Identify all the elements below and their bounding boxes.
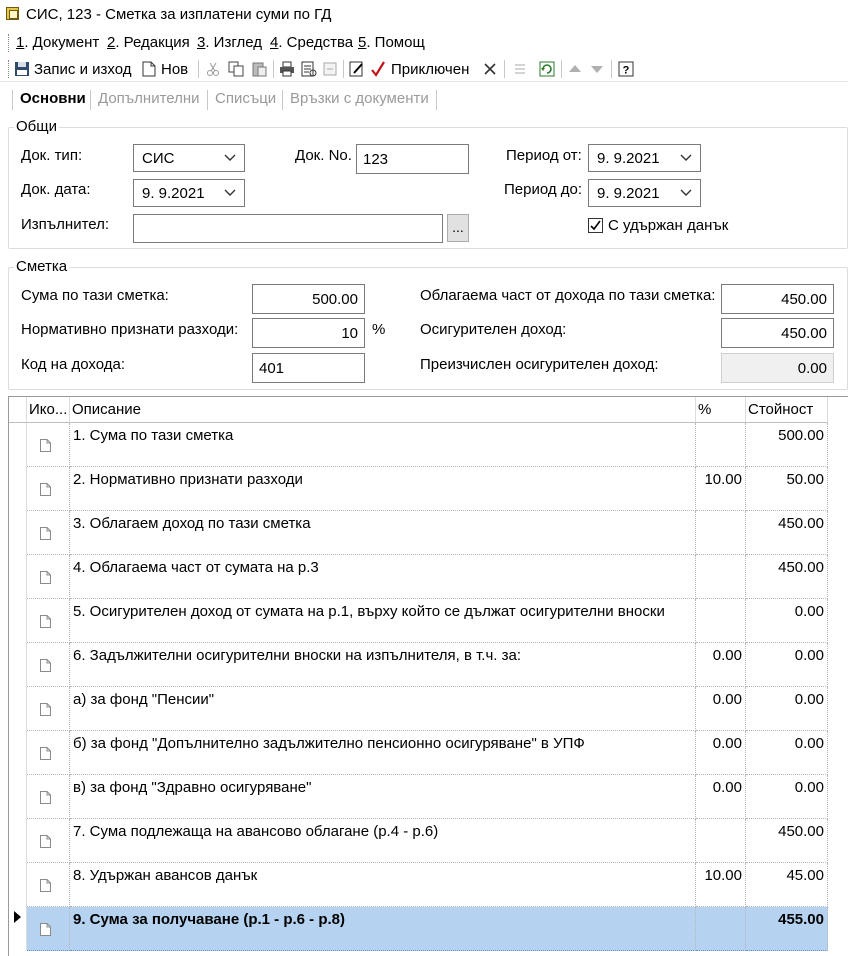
value-cell: 50.00 [746, 467, 828, 511]
period-to-label: Период до: [504, 181, 583, 198]
icon-cell [27, 555, 70, 599]
table-row[interactable] [9, 863, 848, 907]
floppy-disk-icon [14, 61, 30, 77]
value-cell: 0.00 [746, 599, 828, 643]
value-cell: 45.00 [746, 863, 828, 907]
help-icon [618, 61, 634, 77]
paste-button[interactable] [251, 58, 267, 80]
document-icon [40, 791, 51, 804]
description-cell: в) за фонд "Здравно осигуряване" [70, 775, 696, 819]
checkmark-icon [371, 61, 385, 77]
column-header-percent[interactable]: % [696, 397, 746, 423]
withheld-tax-checkbox[interactable] [588, 218, 603, 233]
close-button[interactable] [483, 58, 497, 80]
performer-label: Изпълнител: [21, 216, 110, 233]
icon-cell [27, 511, 70, 555]
period-to-date-picker[interactable]: 9. 9.2021 [588, 179, 701, 207]
document-icon [40, 439, 51, 452]
tab-separator [436, 90, 437, 110]
doc-date-label: Док. дата: [21, 181, 91, 198]
value-cell: 450.00 [746, 819, 828, 863]
menu-tools[interactable]: 4. Средства [270, 34, 354, 51]
row-indicator [9, 819, 27, 863]
value-cell: 0.00 [746, 643, 828, 687]
document-icon [40, 923, 51, 936]
column-header-description[interactable]: Описание [70, 397, 696, 423]
general-group-title: Общи [16, 118, 57, 135]
description-cell: 1. Сума по тази сметка [70, 423, 696, 467]
icon-cell [27, 643, 70, 687]
row-indicator [9, 775, 27, 819]
doc-no-input[interactable]: 123 [356, 144, 469, 174]
description-cell: 6. Задължителни осигурителни вноски на изпълнителя, в т.ч. за: [70, 643, 696, 687]
refresh-button[interactable] [539, 58, 555, 80]
recognized-costs-label: Нормативно признати разходи: [21, 321, 239, 338]
tab-separator [90, 90, 91, 110]
doc-date-picker[interactable]: 9. 9.2021 [133, 179, 245, 207]
value-cell: 0.00 [746, 775, 828, 819]
window-title: СИС, 123 - Сметка за изплатени суми по ГД [26, 6, 332, 23]
percent-cell [696, 907, 746, 951]
table-row[interactable] [9, 511, 848, 555]
export-button[interactable] [322, 58, 338, 80]
tab-lists[interactable]: Списъци [215, 90, 277, 107]
toolbar-separator [504, 60, 505, 78]
app-icon [6, 7, 19, 20]
document-icon [40, 879, 51, 892]
description-cell: 5. Осигурителен доход от сумата на р.1, върху който се дължат осигурителни вноски [70, 599, 696, 643]
table-row[interactable] [9, 687, 848, 731]
save-exit-button[interactable]: Запис и изход [14, 58, 131, 80]
icon-cell [27, 819, 70, 863]
percent-cell [696, 555, 746, 599]
row-indicator [9, 555, 27, 599]
document-icon [40, 615, 51, 628]
sum-label: Сума по тази сметка: [21, 287, 169, 304]
print-preview-icon [301, 61, 317, 77]
document-icon [40, 483, 51, 496]
row-indicator [9, 599, 27, 643]
icon-cell [27, 599, 70, 643]
help-button[interactable] [618, 58, 634, 80]
row-indicator [9, 687, 27, 731]
cut-button[interactable] [205, 58, 221, 80]
description-cell: 9. Сума за получаване (р.1 - р.6 - р.8) [70, 907, 696, 951]
table-row[interactable] [9, 907, 848, 951]
chevron-down-icon [224, 188, 236, 198]
finished-button[interactable]: Приключен [371, 58, 469, 80]
svg-text:?: ? [622, 64, 630, 77]
close-icon [483, 62, 497, 76]
value-cell: 0.00 [746, 731, 828, 775]
checkmark-icon [589, 219, 602, 232]
icon-cell [27, 907, 70, 951]
edit-document-icon [349, 61, 365, 77]
value-cell: 455.00 [746, 907, 828, 951]
title-bar [0, 0, 848, 30]
menu-help[interactable]: 5. Помощ [358, 34, 425, 51]
recognized-costs-input[interactable]: 10 [252, 318, 365, 348]
toolbar-separator [273, 60, 274, 78]
copy-icon [228, 61, 244, 77]
edit-document-button[interactable] [349, 58, 365, 80]
menu-edit[interactable]: 2. Редакция [107, 34, 190, 51]
period-from-date-picker[interactable]: 9. 9.2021 [588, 144, 701, 172]
scissors-icon [205, 61, 221, 77]
row-indicator [9, 467, 27, 511]
row-indicator [9, 863, 27, 907]
print-preview-button[interactable] [301, 58, 317, 80]
column-header-indicator [9, 397, 27, 423]
arrow-up-icon [568, 62, 582, 76]
description-cell: 4. Облагаема част от сумата на р.3 [70, 555, 696, 599]
chevron-down-icon [224, 153, 236, 163]
taxable-part-label: Облагаема част от дохода по тази сметка: [420, 287, 716, 304]
new-document-icon [142, 61, 156, 77]
percent-cell: 0.00 [696, 731, 746, 775]
tab-additional[interactable]: Допълнителни [98, 90, 200, 107]
icon-cell [27, 687, 70, 731]
percent-cell [696, 599, 746, 643]
percent-cell: 10.00 [696, 467, 746, 511]
chevron-down-icon [680, 153, 692, 163]
paste-icon [251, 61, 267, 77]
row-indicator [9, 731, 27, 775]
tab-bar [0, 84, 848, 114]
toolbar-grip [8, 60, 10, 78]
tab-main[interactable]: Основни [20, 90, 86, 107]
table-row[interactable] [9, 819, 848, 863]
menu-grip [8, 34, 10, 52]
insurance-income-input[interactable]: 450.00 [721, 318, 834, 348]
percent-cell: 0.00 [696, 687, 746, 731]
icon-cell [27, 731, 70, 775]
document-icon [40, 835, 51, 848]
print-button[interactable] [279, 58, 295, 80]
sum-input[interactable]: 500.00 [252, 284, 365, 314]
icon-cell [27, 423, 70, 467]
taxable-part-input[interactable]: 450.00 [721, 284, 834, 314]
value-cell: 450.00 [746, 555, 828, 599]
withheld-tax-label: С удържан данък [608, 217, 729, 234]
menu-bar [0, 30, 848, 56]
value-cell: 500.00 [746, 423, 828, 467]
income-code-label: Код на дохода: [21, 356, 125, 373]
list-icon [512, 61, 528, 77]
percent-cell [696, 819, 746, 863]
tab-separator [12, 90, 13, 110]
period-from-label: Период от: [506, 147, 582, 164]
doc-type-label: Док. тип: [21, 147, 83, 164]
menu-document[interactable]: 1. Документ [16, 34, 100, 51]
table-row[interactable] [9, 731, 848, 775]
menu-view[interactable]: 3. Изглед [197, 34, 262, 51]
arrow-down-icon [590, 62, 604, 76]
toolbar [0, 56, 848, 82]
toolbar-separator [198, 60, 199, 78]
value-cell: 450.00 [746, 511, 828, 555]
recalc-insurance-label: Преизчислен осигурителен доход: [420, 356, 659, 373]
description-cell: а) за фонд "Пенсии" [70, 687, 696, 731]
toolbar-separator [343, 60, 344, 78]
table-row[interactable] [9, 555, 848, 599]
row-indicator [9, 643, 27, 687]
row-indicator [9, 511, 27, 555]
copy-button[interactable] [228, 58, 244, 80]
current-row-pointer-icon [14, 911, 21, 923]
list-button[interactable] [512, 58, 528, 80]
new-button[interactable]: Нов [142, 58, 188, 80]
description-cell: б) за фонд "Допълнително задължително пенсионно осигуряване" в УПФ [70, 731, 696, 775]
description-cell: 3. Облагаем доход по тази сметка [70, 511, 696, 555]
column-header-value[interactable]: Стойност [746, 397, 828, 423]
calculation-grid [8, 396, 848, 956]
doc-type-select[interactable]: СИС [133, 144, 245, 172]
toolbar-separator [611, 60, 612, 78]
value-cell: 0.00 [746, 687, 828, 731]
document-icon [40, 659, 51, 672]
insurance-income-label: Осигурителен доход: [420, 321, 567, 338]
document-icon [40, 571, 51, 584]
move-down-button[interactable] [590, 58, 604, 80]
tab-separator [282, 90, 283, 110]
income-code-input[interactable]: 401 [252, 353, 365, 383]
document-icon [40, 703, 51, 716]
description-cell: 7. Сума подлежаща на авансово облагане (р.4 - р.6) [70, 819, 696, 863]
percent-unit-label: % [372, 321, 386, 338]
table-row[interactable] [9, 423, 848, 467]
description-cell: 2. Нормативно признати разходи [70, 467, 696, 511]
performer-input[interactable] [133, 214, 443, 243]
icon-cell [27, 863, 70, 907]
chevron-down-icon [680, 188, 692, 198]
tab-document-links[interactable]: Връзки с документи [290, 90, 429, 107]
toolbar-separator [561, 60, 562, 78]
description-cell: 8. Удържан авансов данък [70, 863, 696, 907]
row-indicator [9, 907, 27, 951]
account-group-title: Сметка [16, 258, 68, 275]
document-icon [40, 747, 51, 760]
recalc-insurance-input: 0.00 [721, 353, 834, 383]
percent-cell: 0.00 [696, 643, 746, 687]
table-row[interactable] [9, 643, 848, 687]
icon-cell [27, 775, 70, 819]
percent-cell: 10.00 [696, 863, 746, 907]
column-header-icon[interactable]: Ико... [27, 397, 70, 423]
document-icon [40, 527, 51, 540]
export-icon [322, 61, 338, 77]
percent-cell [696, 511, 746, 555]
percent-cell: 0.00 [696, 775, 746, 819]
printer-icon [279, 61, 295, 77]
doc-no-label: Док. No. [295, 147, 352, 164]
percent-cell [696, 423, 746, 467]
move-up-button[interactable] [568, 58, 582, 80]
refresh-icon [539, 61, 555, 77]
icon-cell [27, 467, 70, 511]
row-indicator [9, 423, 27, 467]
table-row[interactable] [9, 775, 848, 819]
table-row[interactable] [9, 599, 848, 643]
table-row[interactable] [9, 467, 848, 511]
performer-browse-button[interactable]: ... [447, 214, 469, 242]
tab-separator [207, 90, 208, 110]
